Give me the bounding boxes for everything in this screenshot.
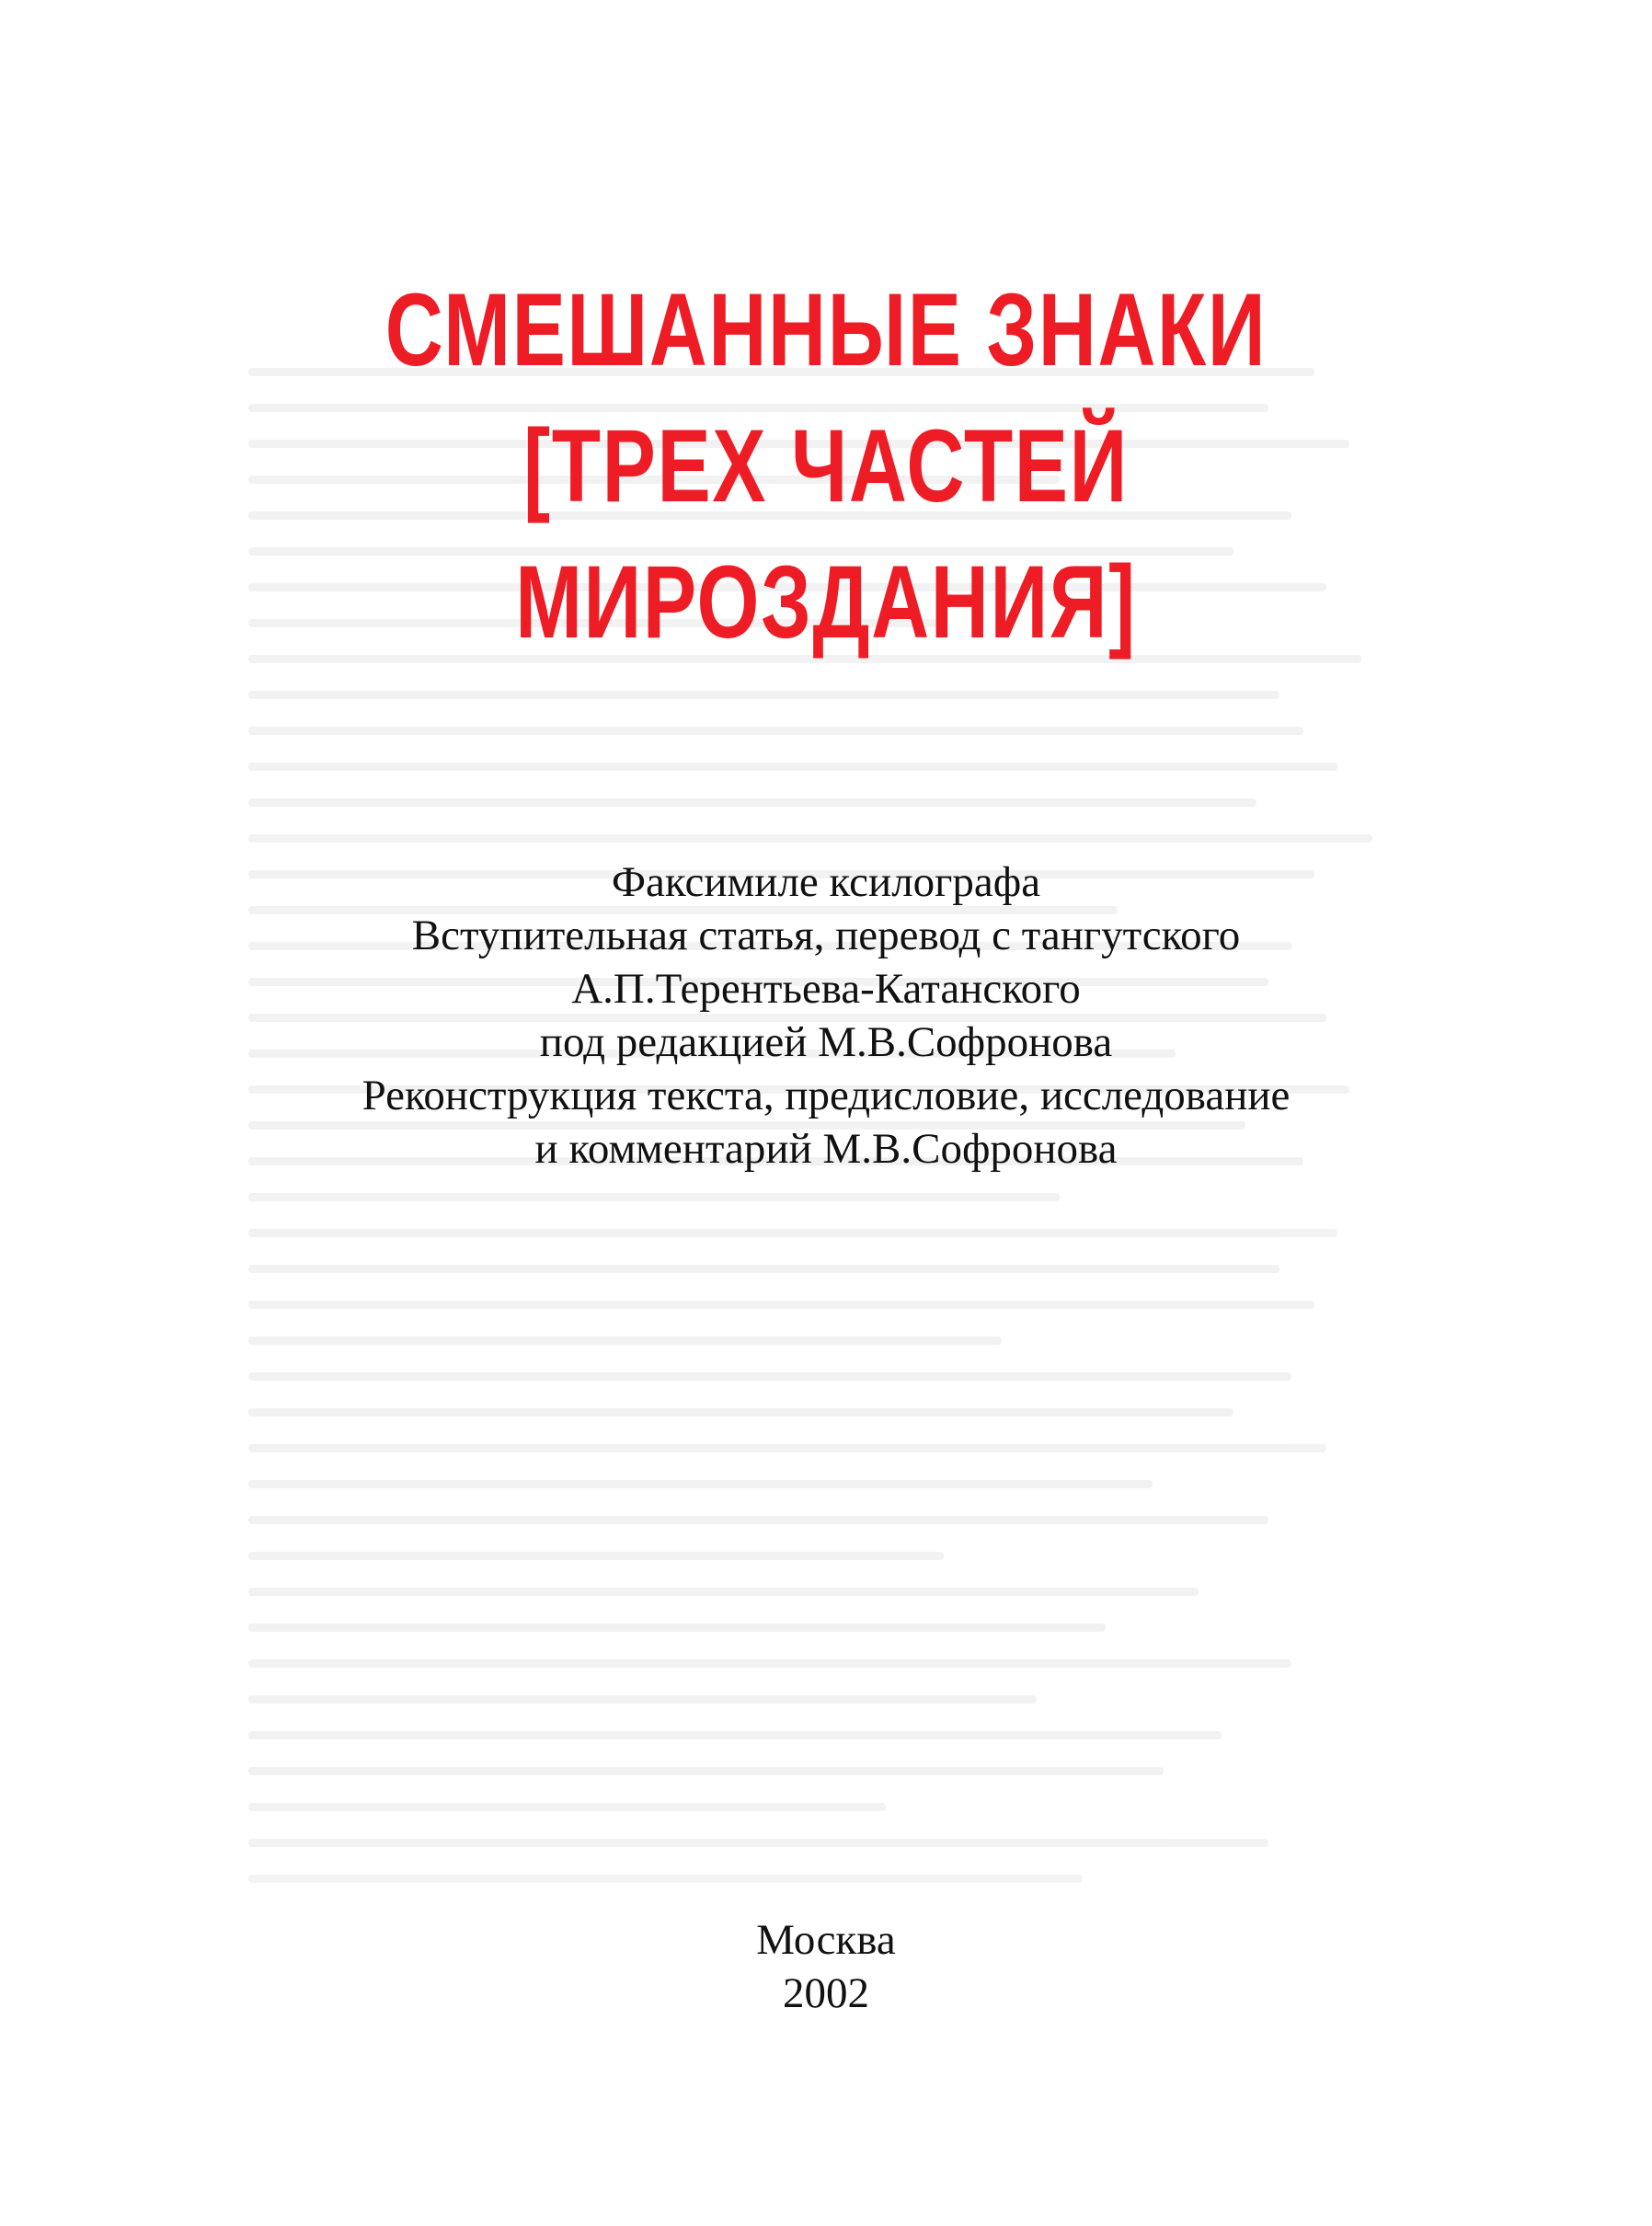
imprint-city: Москва <box>756 1916 896 1964</box>
imprint-year: 2002 <box>783 1969 869 2017</box>
book-title <box>182 262 1471 671</box>
credits-line-translator: А.П.Терентьева-Катанского <box>571 965 1081 1013</box>
credits-line-editor: под редакцией М.В.Софронова <box>539 1018 1113 1066</box>
credits-block <box>0 855 1652 1176</box>
credits-line-reconstruction: Реконструкция текста, предисловие, исследование <box>361 1072 1291 1119</box>
credits-line-facsimile: Факсимиле ксилографа <box>611 858 1041 906</box>
credits-line-introduction: Вступительная статья, перевод с тангутского <box>411 912 1241 959</box>
imprint-block <box>0 1913 1652 2020</box>
credits-line-commentary: и комментарий М.В.Софронова <box>534 1125 1118 1173</box>
book-title-line-1: СМЕШАННЫЕ ЗНАКИ <box>384 272 1268 387</box>
book-title-line-2: [ТРЕХ ЧАСТЕЙ <box>523 408 1129 523</box>
book-title-line-3: МИРОЗДАНИЯ] <box>515 545 1137 660</box>
